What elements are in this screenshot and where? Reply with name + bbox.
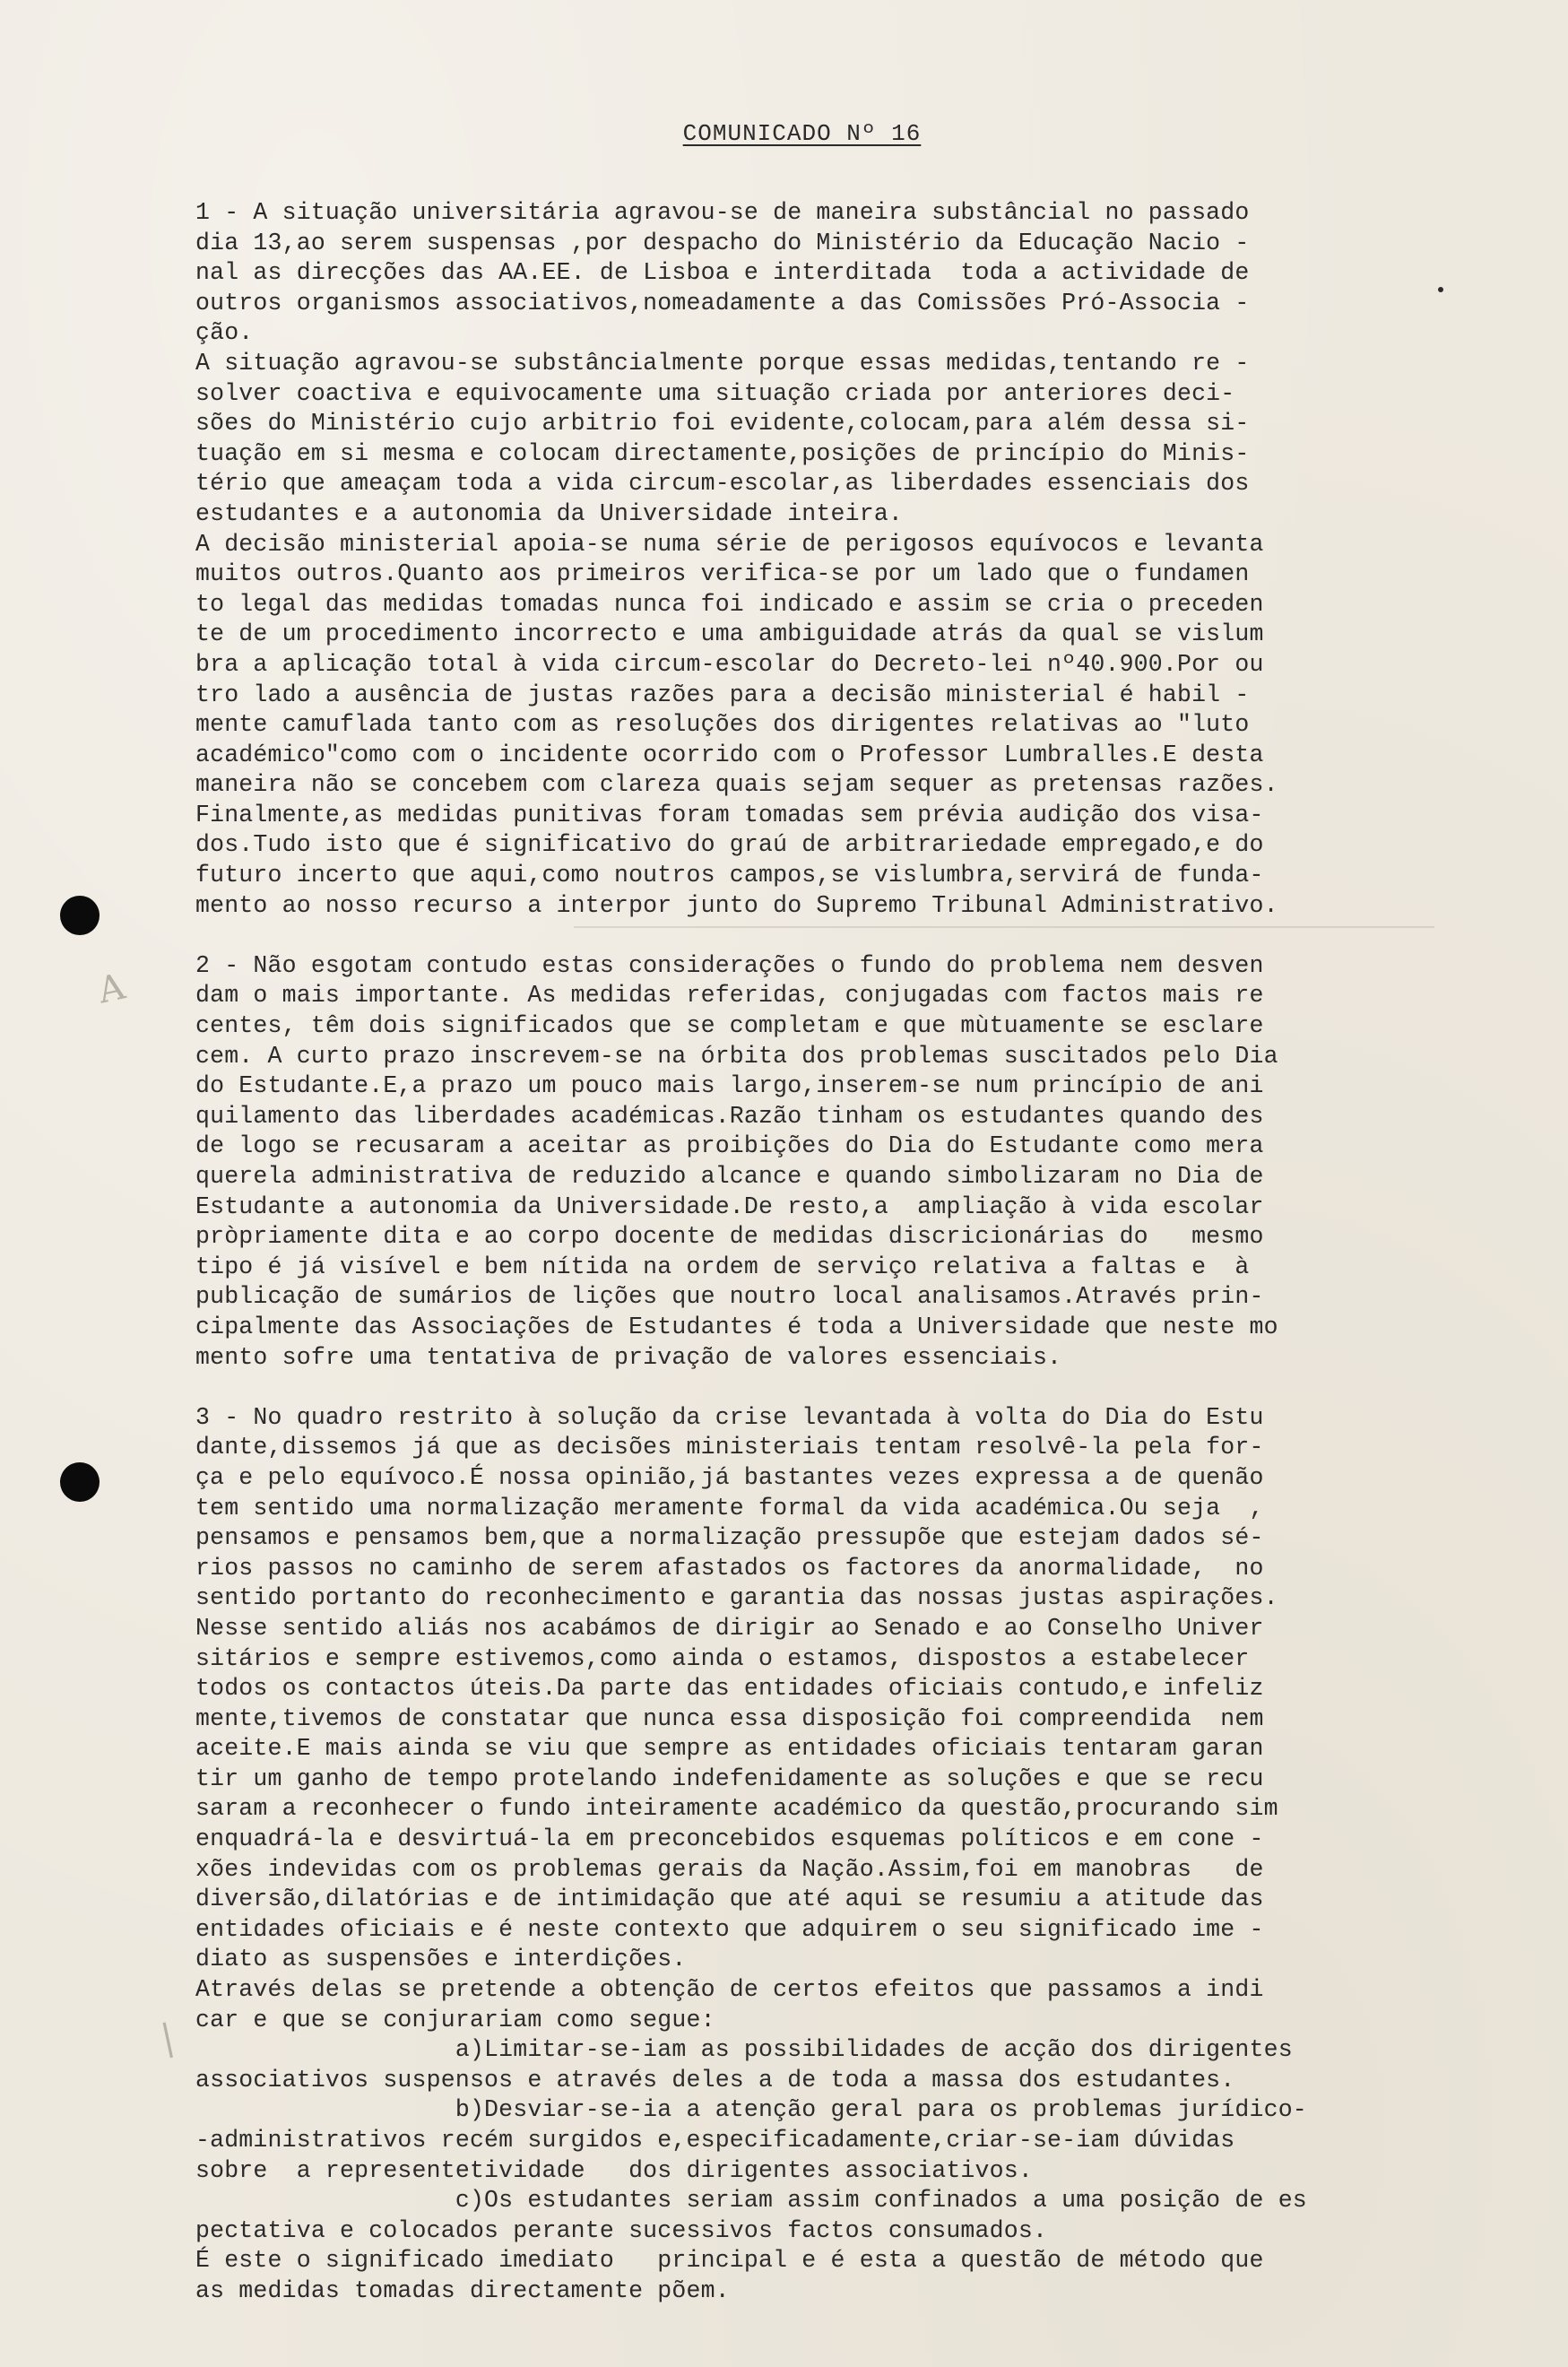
text-line: A decisão ministerial apoia-se numa série de perigosos equívocos e levanta	[195, 530, 1264, 558]
text-line: ça e pelo equívoco.É nossa opinião,já bastantes vezes expressa a de quenão	[195, 1463, 1264, 1491]
text-line: tuação em si mesma e colocam directamente,posições de princípio do Minis-	[195, 439, 1250, 467]
text-line: mente,tivemos de constatar que nunca essa disposição foi compreendida nem	[195, 1704, 1264, 1732]
text-line: outros organismos associativos,nomeadamente a das Comissões Pró-Associa -	[195, 289, 1250, 316]
text-line: muitos outros.Quanto aos primeiros verifica-se por um lado que o fundamen	[195, 560, 1250, 588]
text-line: futuro incerto que aqui,como noutros campos,se vislumbra,servirá de funda-	[195, 862, 1264, 889]
text-line: mento ao nosso recurso a interpor junto do Supremo Tribunal Administrativo.	[195, 891, 1278, 919]
text-line: -administrativos recém surgidos e,especificadamente,criar-se-iam dúvidas	[195, 2127, 1235, 2154]
text-line: diato as suspensões e interdições.	[195, 1946, 687, 1973]
text-line: mento sofre uma tentativa de privação de valores essenciais.	[195, 1343, 1062, 1371]
text-line: tipo é já visível e bem nítida na ordem de serviço relativa a faltas e à	[195, 1253, 1250, 1280]
paragraph-p2	[195, 951, 1415, 1373]
text-line: b)Desviar-se-ia a atenção geral para os problemas jurídico-	[195, 2096, 1307, 2124]
text-line: cem. A curto prazo inscrevem-se na órbita dos problemas suscitados pelo Dia	[195, 1042, 1278, 1070]
text-line: car e que se conjurariam como segue:	[195, 2006, 715, 2033]
text-line: dos.Tudo isto que é significativo do graú de arbitrariedade empregado,e do	[195, 831, 1264, 859]
text-line: do Estudante.E,a prazo um pouco mais largo,inserem-se num princípio de ani	[195, 1072, 1264, 1100]
pencil-mark-vertical: |	[157, 2016, 178, 2059]
text-line: sões do Ministério cujo arbitrio foi evidente,colocam,para além dessa si-	[195, 410, 1250, 438]
text-line: sitários e sempre estivemos,como ainda o estamos, dispostos a estabelecer	[195, 1644, 1250, 1672]
text-line: diversão,dilatórias e de intimidação que até aqui se resumiu a atitude das	[195, 1886, 1264, 1913]
text-line: tem sentido uma normalização meramente formal da vida académica.Ou seja ,	[195, 1494, 1264, 1522]
text-line: quilamento das liberdades académicas.Razão tinham os estudantes quando des	[195, 1102, 1264, 1130]
text-line: as medidas tomadas directamente põem.	[195, 2276, 730, 2304]
text-line: a)Limitar-se-iam as possibilidades de acção dos dirigentes	[195, 2036, 1293, 2064]
text-line: pensamos e pensamos bem,que a normalização pressupõe que estejam dados sé-	[195, 1524, 1264, 1552]
text-line: sobre a representetividade dos dirigentes associativos.	[195, 2156, 1033, 2184]
text-line: Nesse sentido aliás nos acabámos de dirigir ao Senado e ao Conselho Univer	[195, 1614, 1264, 1642]
text-line: académico"como com o incidente ocorrido com o Professor Lumbralles.E desta	[195, 741, 1264, 768]
text-line: ção.	[195, 319, 254, 347]
text-line: solver coactiva e equivocamente uma situação criada por anteriores deci-	[195, 379, 1235, 407]
text-line: querela administrativa de reduzido alcance e quando simbolizaram no Dia de	[195, 1163, 1264, 1190]
document-body	[195, 198, 1415, 2307]
text-line: estudantes e a autonomia da Universidade inteira.	[195, 499, 904, 527]
text-line: saram a reconhecer o fundo inteiramente académico da questão,procurando sim	[195, 1795, 1278, 1823]
text-line: tir um ganho de tempo protelando indefenidamente as soluções e que se recu	[195, 1764, 1264, 1792]
text-line: Finalmente,as medidas punitivas foram tomadas sem prévia audição dos visa-	[195, 801, 1264, 828]
punch-hole-bottom	[60, 1462, 100, 1502]
text-line: tério que ameaçam toda a vida circum-escolar,as liberdades essenciais dos	[195, 470, 1250, 498]
text-line: tro lado a ausência de justas razões para a decisão ministerial é habil -	[195, 681, 1250, 708]
text-line: É este o significado imediato principal e é esta a questão de método que	[195, 2247, 1264, 2275]
text-line: entidades oficiais e é neste contexto que adquirem o seu significado ime -	[195, 1915, 1264, 1943]
text-line: pectativa e colocados perante sucessivos factos consumados.	[195, 2216, 1048, 2244]
text-line: to legal das medidas tomadas nunca foi indicado e assim se cria o preceden	[195, 590, 1264, 618]
text-line: mente camuflada tanto com as resoluções dos dirigentes relativas ao "luto	[195, 711, 1250, 739]
text-line: cipalmente das Associações de Estudantes é toda a Universidade que neste mo	[195, 1313, 1278, 1340]
text-line: associativos suspensos e através deles a de toda a massa dos estudantes.	[195, 2066, 1235, 2094]
text-line: A situação agravou-se substâncialmente porque essas medidas,tentando re -	[195, 349, 1250, 377]
ink-dot	[1438, 287, 1443, 292]
text-line: xões indevidas com os problemas gerais da Nação.Assim,foi em manobras de	[195, 1855, 1264, 1883]
paragraph-gap	[195, 921, 1415, 951]
text-line: rios passos no caminho de serem afastados os factores da anormalidade, no	[195, 1554, 1264, 1582]
text-line: centes, têm dois significados que se completam e que mùtuamente se esclare	[195, 1012, 1264, 1040]
text-line: sentido portanto do reconhecimento e garantia das nossas justas aspirações.	[195, 1584, 1278, 1612]
text-line: 3 - No quadro restrito à solução da crise levantada à volta do Dia do Estu	[195, 1403, 1264, 1431]
text-line: 1 - A situação universitária agravou-se de maneira substâncial no passado	[195, 199, 1250, 226]
text-line: pròpriamente dita e ao corpo docente de medidas discricionárias do mesmo	[195, 1223, 1264, 1251]
text-line: enquadrá-la e desvirtuá-la em preconcebidos esquemas políticos e em cone -	[195, 1825, 1264, 1853]
text-line: bra a aplicação total à vida circum-escolar do Decreto-lei nº40.900.Por ou	[195, 650, 1264, 678]
text-line: nal as direcções das AA.EE. de Lisboa e interditada toda a actividade de	[195, 259, 1250, 287]
text-line: dia 13,ao serem suspensas ,por despacho do Ministério da Educação Nacio -	[195, 229, 1250, 256]
text-line: todos os contactos úteis.Da parte das entidades oficiais contudo,e infeliz	[195, 1675, 1264, 1703]
text-line: Através delas se pretende a obtenção de certos efeitos que passamos a indi	[195, 1976, 1264, 2004]
text-line: Estudante a autonomia da Universidade.De resto,a ampliação à vida escolar	[195, 1192, 1264, 1220]
text-line: c)Os estudantes seriam assim confinados a uma posição de es	[195, 2187, 1307, 2215]
text-line: maneira não se concebem com clareza quais sejam sequer as pretensas razões.	[195, 771, 1278, 799]
text-line: te de um procedimento incorrecto e uma ambiguidade atrás da qual se vislum	[195, 620, 1264, 648]
pencil-mark-a: A	[94, 966, 129, 1012]
page-title: COMUNICADO Nº 16	[682, 120, 922, 147]
paragraph-gap	[195, 1373, 1415, 1403]
paragraph-p1	[195, 198, 1415, 921]
text-line: publicação de sumários de lições que noutro local analisamos.Através prin-	[195, 1283, 1264, 1311]
paragraph-p3	[195, 1403, 1415, 2307]
text-line: 2 - Não esgotam contudo estas considerações o fundo do problema nem desven	[195, 951, 1264, 979]
text-line: dam o mais importante. As medidas referidas, conjugadas com factos mais re	[195, 982, 1264, 1010]
text-line: dante,dissemos já que as decisões ministeriais tentam resolvê-la pela for-	[195, 1434, 1264, 1461]
punch-hole-top	[60, 896, 100, 935]
text-line: aceite.E mais ainda se viu que sempre as entidades oficiais tentaram garan	[195, 1735, 1264, 1763]
text-line: de logo se recusaram a aceitar as proibições do Dia do Estudante como mera	[195, 1132, 1264, 1160]
